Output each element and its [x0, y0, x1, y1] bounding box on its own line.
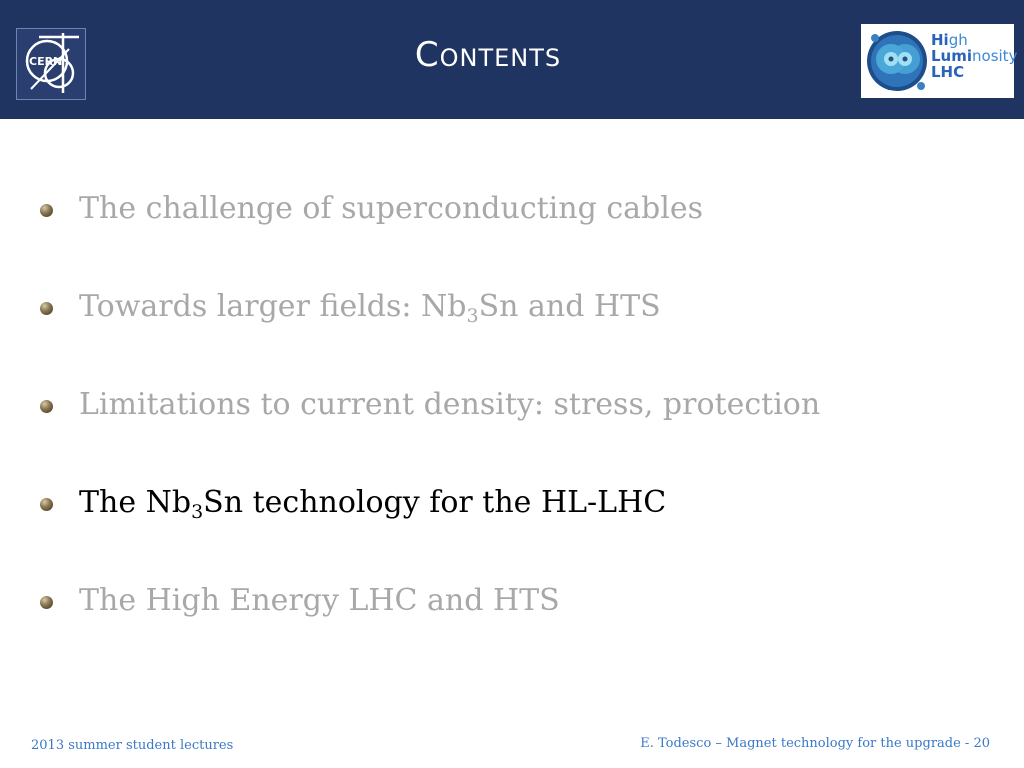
bullet-icon: [40, 302, 53, 315]
cern-logo-text: CERN: [29, 55, 63, 68]
slide-title: Contents: [414, 35, 562, 75]
subscript: 3: [191, 501, 204, 523]
contents-item-text: Limitations to current density: stress, protection: [79, 387, 821, 422]
contents-item-text: The challenge of superconducting cables: [79, 191, 703, 226]
hl-logo-line2b: nosity: [972, 47, 1018, 65]
contents-item-3: [40, 382, 1000, 480]
footer-course: 2013 summer student lectures: [31, 738, 234, 753]
header-bar: [0, 0, 1024, 119]
contents-item-2: [40, 284, 1000, 382]
hl-logo-line1b: gh: [948, 31, 968, 49]
contents-item-text: The High Energy LHC and HTS: [79, 583, 560, 618]
contents-item-text: The Nb: [79, 485, 192, 520]
contents-item-5: [40, 578, 1000, 676]
bullet-icon: [40, 400, 53, 413]
hl-logo-line2a: Lumi: [931, 47, 973, 65]
contents-item-1: [40, 186, 1000, 284]
contents-list: [40, 186, 1000, 676]
contents-item-text-tail: Sn technology for the HL-LHC: [203, 485, 667, 520]
hl-logo-line1a: Hi: [931, 31, 949, 49]
contents-item-4-active: [40, 480, 1000, 578]
contents-item-text-tail: Sn and HTS: [478, 289, 661, 324]
footer-author-page: E. Todesco – Magnet technology for the upgrade - 20: [640, 736, 990, 751]
bullet-icon: [40, 596, 53, 609]
hl-logo-line3: LHC: [931, 63, 965, 81]
subscript: 3: [466, 305, 479, 327]
hl-lhc-logo-icon: [861, 24, 1018, 98]
bullet-icon: [40, 498, 53, 511]
hl-lhc-logo-text: [931, 32, 1017, 80]
contents-item-text: Towards larger fields: Nb: [79, 289, 467, 324]
bullet-icon: [40, 204, 53, 217]
